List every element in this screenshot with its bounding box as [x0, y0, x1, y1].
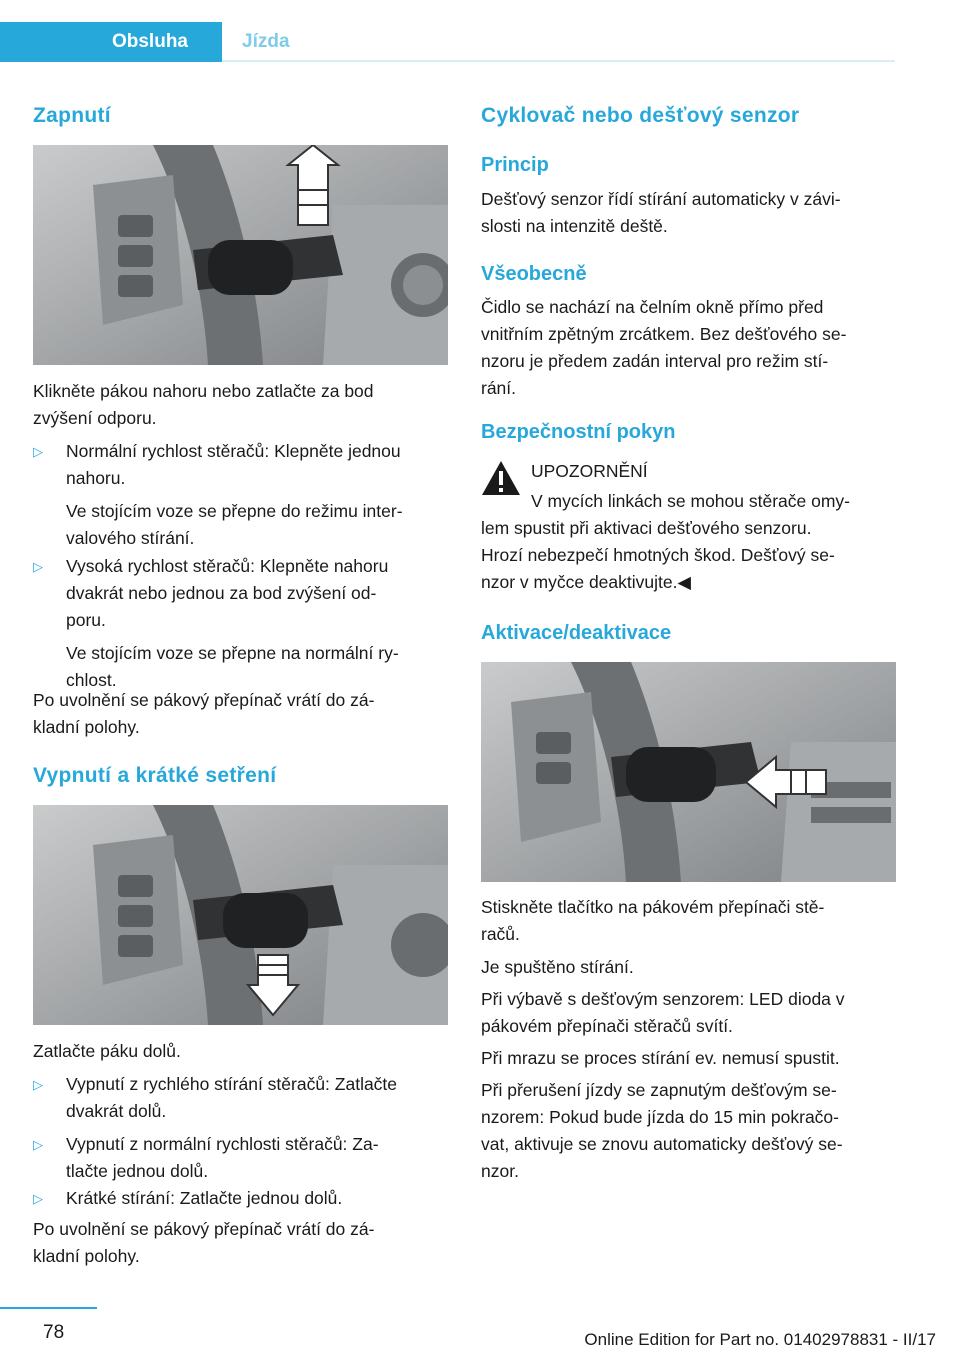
text-aktivace-line1: Stiskněte tlačítko na pákovém přepínači stě‐: [481, 897, 825, 917]
text-vseobecne-line1: Čidlo se nachází na čelním okně přímo před: [481, 297, 824, 317]
text-aktivace-line10: nzor.: [481, 1161, 519, 1181]
text-aktivace-line2: račů.: [481, 924, 520, 944]
heading-zapnuti: Zapnutí: [33, 104, 111, 127]
text-vseobecne-line4: rání.: [481, 378, 517, 398]
footer-divider: [0, 1307, 97, 1309]
text-uvolneni-line1: Po uvolnění se pákový přepínač vrátí do zá‐: [33, 690, 375, 710]
text-aktivace-line4: Při výbavě s dešťovým senzorem: LED dioda v: [481, 989, 845, 1009]
subheading-bezpecnost: Bezpečnostní pokyn: [481, 421, 676, 443]
bullet-triangle-icon: ▷: [33, 559, 43, 574]
text-uvolneni2-line2: kladní polohy.: [33, 1246, 140, 1266]
text-aktivace-line9: vat, aktivuje se znovu automaticky dešťový se‐: [481, 1134, 843, 1154]
heading-cyklovac: Cyklovač nebo dešťový senzor: [481, 104, 800, 127]
text-aktivace-line7: Při přerušení jízdy se zapnutým dešťovým se‐: [481, 1080, 837, 1100]
text-aktivace-line6: Při mrazu se proces stírání ev. nemusí spustit.: [481, 1048, 840, 1068]
warning-line2: lem spustit při aktivaci dešťového senzoru.: [481, 518, 812, 538]
warning-line4: nzor v myčce deaktivujte.◀: [481, 572, 691, 592]
heading-vypnuti: Vypnutí a krátké setření: [33, 764, 277, 787]
text-aktivace-line8: nzorem: Pokud bude jízda do 15 min pokračo‐: [481, 1107, 839, 1127]
bullet-triangle-icon: ▷: [33, 1077, 43, 1092]
warning-title: UPOZORNĚNÍ: [531, 461, 648, 481]
warning-line1: V mycích linkách se mohou stěrače omy‐: [531, 491, 851, 511]
photo-wiper-lever-up: [33, 145, 448, 365]
warning-line3: Hrozí nebezpečí hmotných škod. Dešťový se‐: [481, 545, 835, 565]
tab-jizda[interactable]: Jízda: [242, 31, 290, 52]
photo-wiper-lever-down: [33, 805, 448, 1025]
footer-edition: Online Edition for Part no. 01402978831 - II/17: [584, 1330, 936, 1349]
text-vseobecne-line3: nzoru je předem zadán interval pro režim stí‐: [481, 351, 829, 371]
tab-divider: [222, 60, 895, 62]
text-zapnuti-line2: zvýšení odporu.: [33, 408, 157, 428]
text-princip-line1: Dešťový senzor řídí stírání automaticky v závi‐: [481, 189, 841, 209]
text-zatlacte: Zatlačte páku dolů.: [33, 1041, 181, 1061]
text-zapnuti-line1: Klikněte pákou nahoru nebo zatlačte za bod: [33, 381, 374, 401]
text-uvolneni-line2: kladní polohy.: [33, 717, 140, 737]
warning-icon: [481, 460, 521, 496]
text-vseobecne-line2: vnitřním zpětným zrcátkem. Bez dešťového se‐: [481, 324, 847, 344]
tab-obsluha[interactable]: Obsluha: [0, 22, 222, 62]
header-tabs: [0, 22, 895, 62]
photo-wiper-lever-button: [481, 662, 896, 882]
subheading-vseobecne: Všeobecně: [481, 263, 587, 285]
bullet-triangle-icon: ▷: [33, 444, 43, 459]
subheading-princip: Princip: [481, 154, 549, 176]
page-number: 78: [43, 1322, 65, 1343]
text-aktivace-line5: pákovém přepínači stěračů svítí.: [481, 1016, 733, 1036]
text-aktivace-line3: Je spuštěno stírání.: [481, 957, 634, 977]
text-uvolneni2-line1: Po uvolnění se pákový přepínač vrátí do zá‐: [33, 1219, 375, 1239]
bullet-triangle-icon: ▷: [33, 1191, 43, 1206]
subheading-aktivace: Aktivace/deaktivace: [481, 622, 672, 644]
text-princip-line2: slosti na intenzitě deště.: [481, 216, 668, 236]
bullet-triangle-icon: ▷: [33, 1137, 43, 1152]
